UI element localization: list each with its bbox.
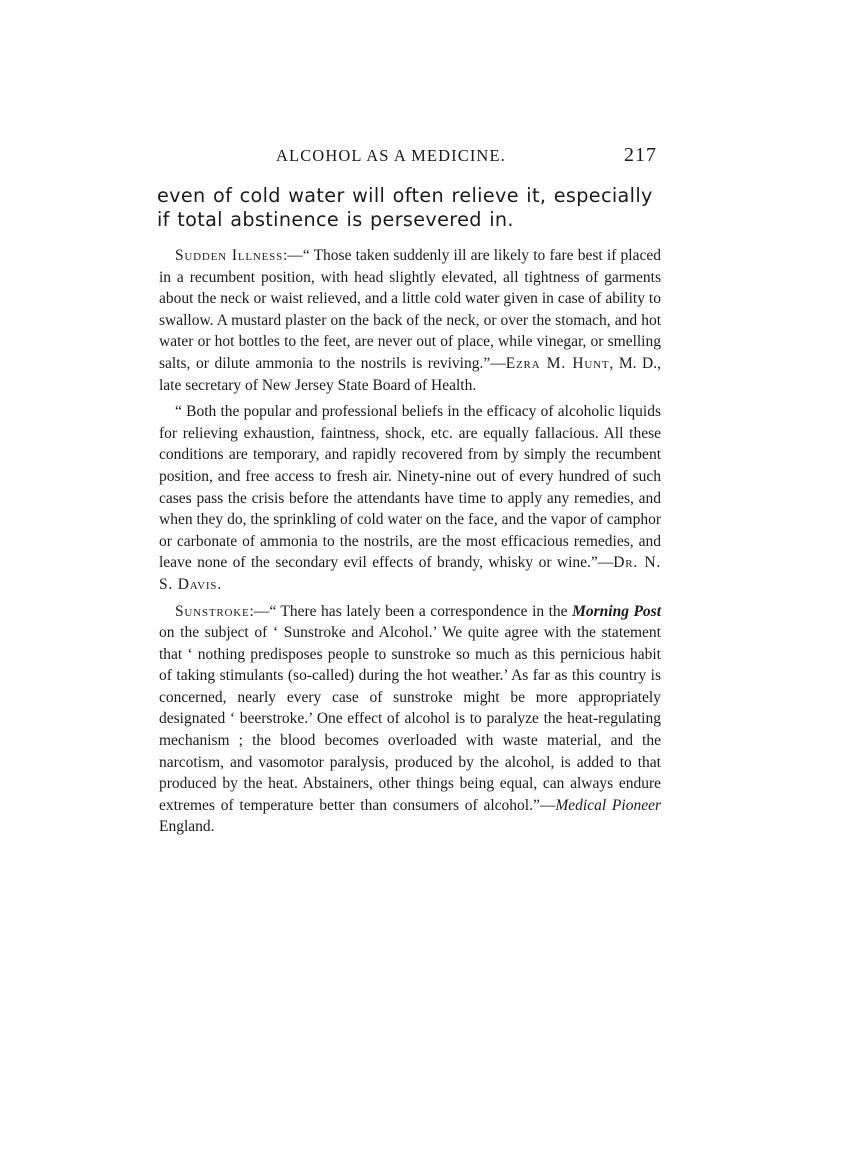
quote-source: Medical Pioneer	[555, 796, 661, 814]
quote-text: “ Both the popular and professional beliefs in the efficacy of alcoholic liquids for relieving exhaustion, faintness, shock, etc. are equally fallacious. All these conditions are temporary, and rapidly recovered from by simply the recumbent position, and free access to fresh air. Ninety-nine out of every hundred of such cases pass the crisis before the attendants have time to apply any remedies, and when they do, the sprinkling of cold water on the face, and the vapor of camphor or carbonate of ammonia to the nostrils, are the most efficacious remedies, and leave none of the secondary evil effects of brandy, whisky or wine.”—	[159, 403, 661, 572]
continued-paragraph: even of cold water will often relieve it, especially if total abstinence is persevered in.	[157, 184, 653, 231]
quote-text: “ There has lately been a correspondence in the	[269, 602, 573, 620]
body-text	[159, 245, 661, 843]
publication-title: Morning Post	[572, 602, 662, 620]
quote-text-continued: on the subject of ‘ Sunstroke and Alcohol.’ We quite agree with the statement that ‘ nothing predisposes people to sunstroke so much as this pernicious habit of taking stimulants (so-called) during the hot weather.’ As far as this country is concerned, nearly every case of sunstroke might be more appropriately designated ‘ beerstroke.’ One effect of alcohol is to paralyze the heat-regulating mechanism ; the blood becomes overloaded with waste material, and the narcotism, and vasomotor paralysis, produced by the alcohol, is added to that produced by the heat. Abstainers, other things being equal, can always endure extremes of temperature better than consumers of alcohol.”—	[159, 624, 661, 814]
running-head	[157, 146, 663, 170]
quote-text: “ Those taken suddenly ill are likely to fare best if placed in a recumbent position, with head slightly elevated, all tightness of garments about the neck or waist relieved, and a little cold water given in case of ability to swallow. A mustard plaster on the back of the neck, or over the stomach, and hot water or hot bottles to the feet, are never out of place, while vinegar, or smelling salts, or dilute ammonia to the nostrils is reviving.”—	[159, 247, 661, 372]
running-title: ALCOHOL AS A MEDICINE.	[276, 146, 506, 165]
source-place: England.	[159, 818, 215, 836]
heading-dash: :—	[249, 602, 270, 620]
heading-dash: :—	[283, 247, 303, 264]
quote-author: Ezra M. Hunt	[505, 354, 610, 372]
paragraph-sudden-illness	[159, 245, 661, 396]
section-heading-sudden-illness: Sudden Illness	[175, 247, 283, 264]
page-number: 217	[624, 144, 657, 166]
paragraph-professional-beliefs	[159, 401, 661, 595]
paragraph-sunstroke	[159, 601, 661, 839]
author-credential: , M. D., late secretary of New Jersey State Board of Health.	[159, 354, 661, 394]
section-heading-sunstroke: Sunstroke	[175, 602, 250, 620]
quote-author: Dr. N. S. Davis.	[159, 554, 661, 593]
